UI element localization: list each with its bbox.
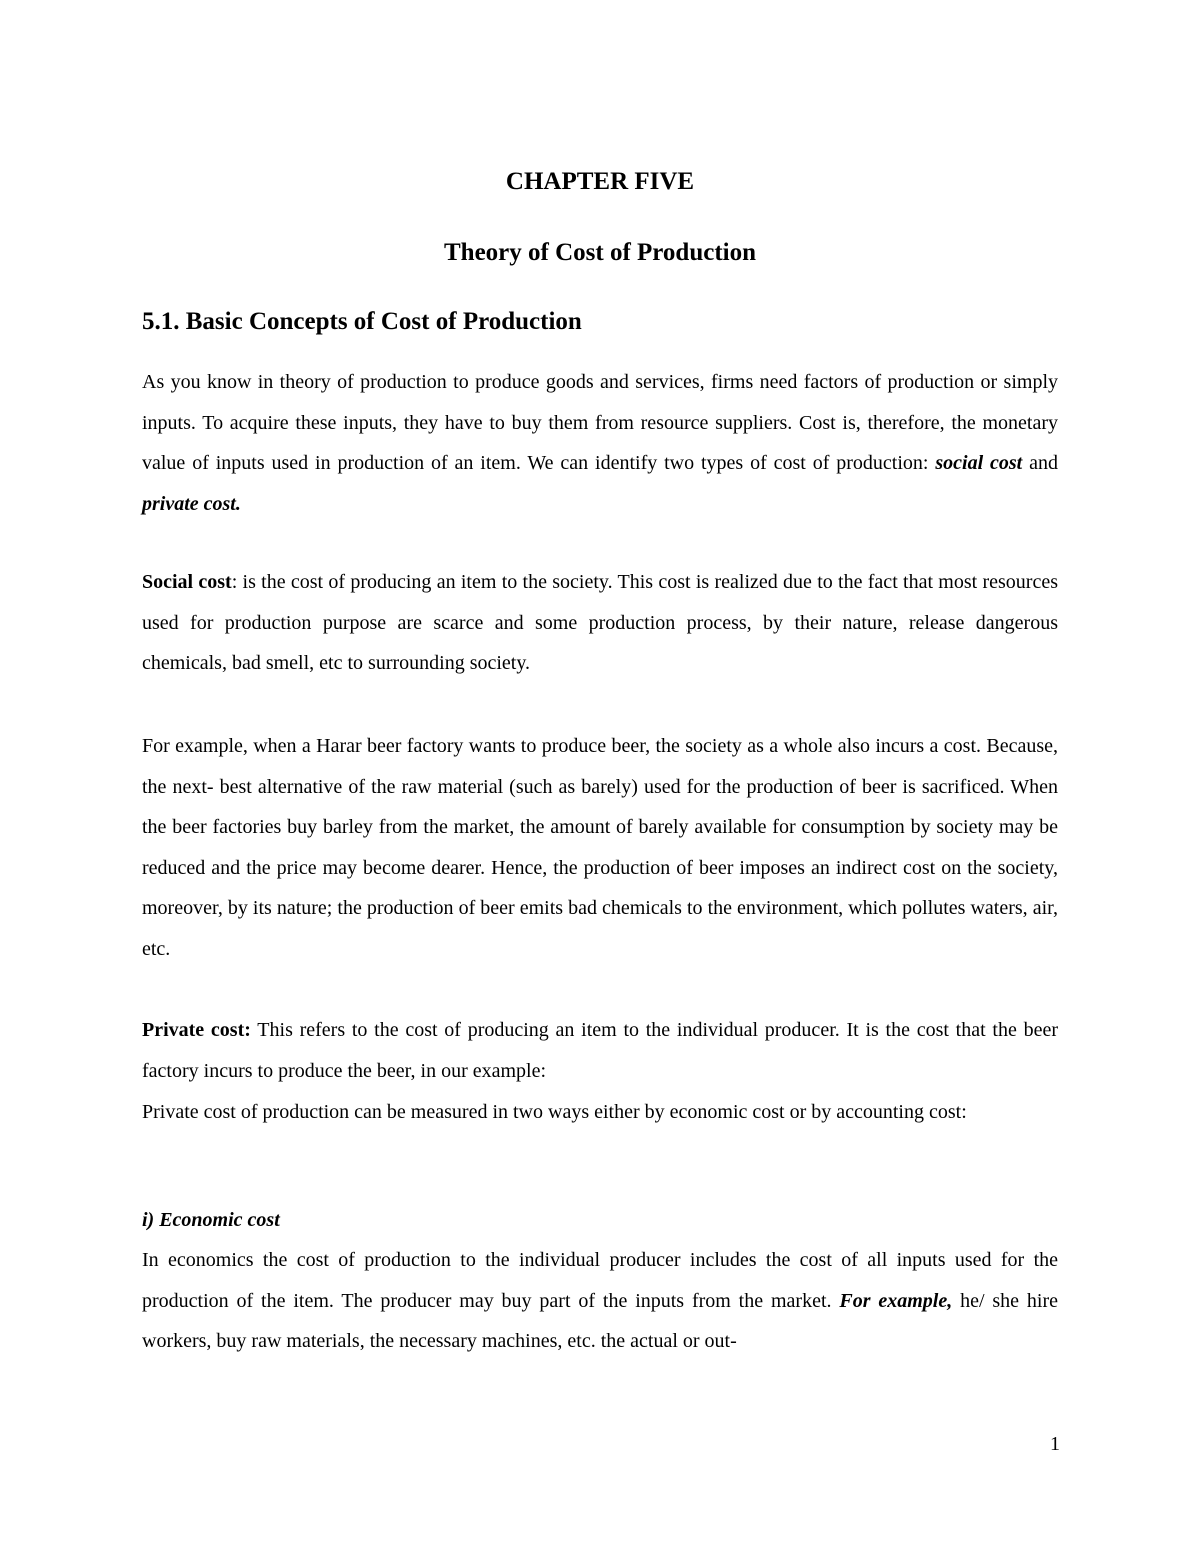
social-cost-term: social cost [935,452,1023,475]
intro-joiner: and [1022,452,1058,475]
social-cost-paragraph [142,562,1058,684]
private-cost-paragraph [142,1010,1058,1091]
private-cost-label: Private cost: [142,1019,251,1041]
for-example-emphasis: For example, [839,1289,953,1312]
social-cost-label: Social cost [142,571,232,593]
example-paragraph: For example, when a Harar beer factory wants to produce beer, the society as a whole also incurs a cost. Because, the next- best alternative of the raw material (such as barely) used for the production of beer is sacrificed. When the beer factories buy barley from the market, the amount of barely available for consumption by society may be reduced and the price may become dearer. Hence, the production of beer imposes an indirect cost on the society, moreover, by its nature; the production of beer emits bad chemicals to the environment, which pollutes waters, air, etc. [142,735,1058,960]
page-number: 1 [1050,1433,1060,1455]
intro-paragraph [142,362,1058,524]
measurement-paragraph: Private cost of production can be measured in two ways either by economic cost or by accounting cost: [142,1101,967,1123]
economic-cost-continuation: he/ she hire workers, buy raw materials, the necessary machines, etc. the actual or out- [142,1289,1059,1353]
section-heading: 5.1. Basic Concepts of Cost of Production [142,308,582,335]
economic-cost-paragraph [142,1240,1058,1362]
chapter-title: CHAPTER FIVE [505,168,695,195]
economic-cost-text: In economics the cost of production to the individual producer includes the cost of all inputs used for the production of the item. The producer may buy part of the inputs from the market. [142,1249,1058,1312]
social-cost-text: : is the cost of producing an item to the society. This cost is realized due to the fact that most resources used for production purpose are scarce and some production process, by their nature, release dangerous chemicals, bad smell, etc to surrounding society. [142,571,1058,675]
economic-cost-heading: i) Economic cost [142,1209,280,1231]
private-cost-term: private cost. [142,492,241,515]
document-title: Theory of Cost of Production [443,239,757,266]
intro-text: As you know in theory of production to produce goods and services, firms need factors of production or simply inputs. To acquire these inputs, they have to buy them from resource suppliers. Cost is, therefore, the monetary value of inputs used in production of an item. We can identify two types of cost of production: [142,371,1058,475]
private-cost-text: This refers to the cost of producing an item to the individual producer. It is the cost that the beer factory incurs to produce the beer, in our example: [142,1019,1058,1082]
